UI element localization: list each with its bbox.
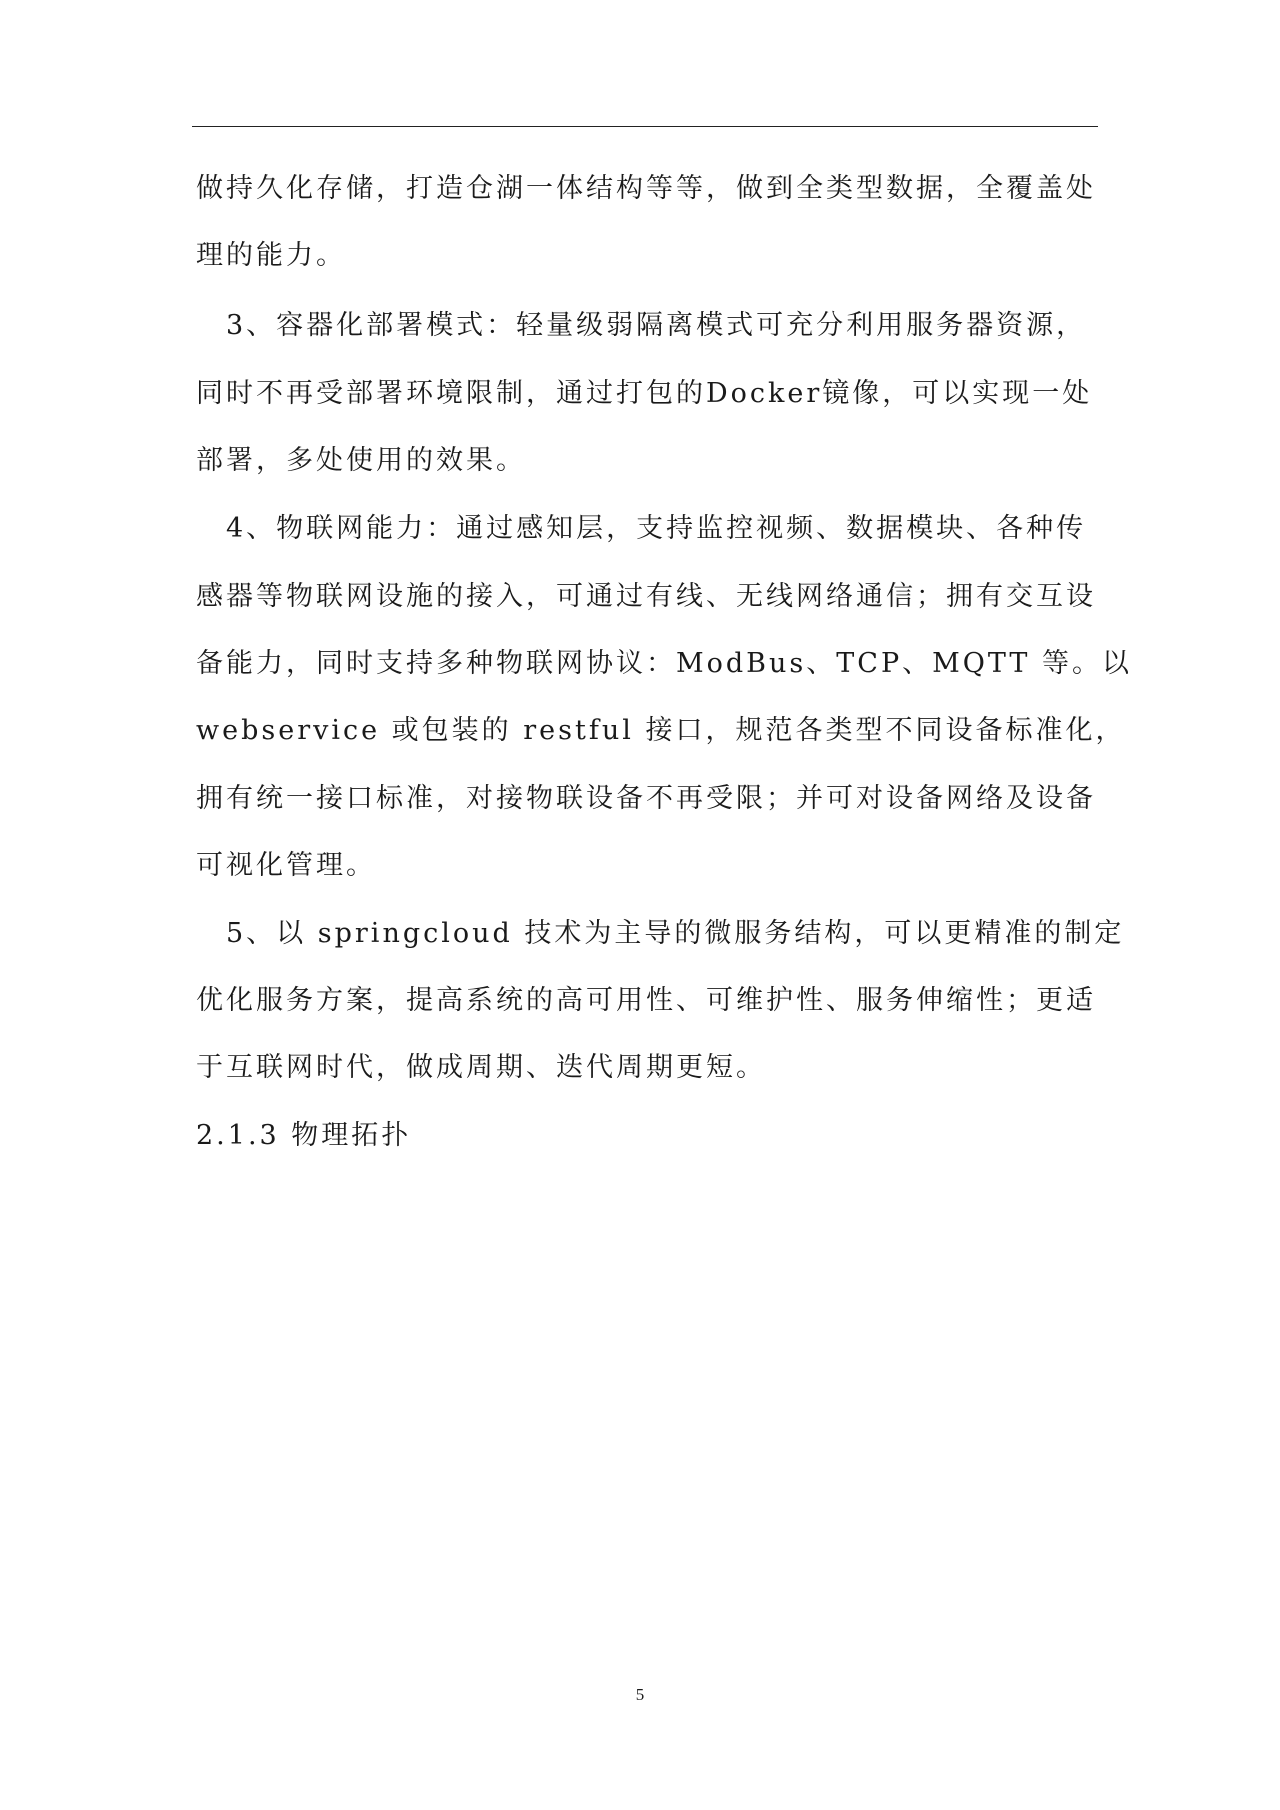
body-text-line: 做持久化存储，打造仓湖一体结构等等，做到全类型数据，全覆盖处 [196,173,1096,204]
body-text-line: 同时不再受部署环境限制，通过打包的Docker镜像，可以实现一处 [196,378,1093,409]
body-text-line: 备能力，同时支持多种物联网协议：ModBus、TCP、MQTT 等。以 [196,648,1132,679]
body-text-line: webservice 或包装的 restful 接口，规范各类型不同设备标准化， [196,715,1126,746]
body-text-line: 于互联网时代，做成周期、迭代周期更短。 [196,1052,766,1083]
page-number: 5 [635,1685,645,1704]
body-text-line: 3、容器化部署模式：轻量级弱隔离模式可充分利用服务器资源， [196,310,1087,341]
body-text-line: 可视化管理。 [196,850,376,881]
section-heading: 2.1.3 物理拓扑 [196,1120,412,1151]
header-rule [192,126,1098,127]
body-text-line: 5、以 springcloud 技术为主导的微服务结构，可以更精准的制定 [196,918,1125,949]
body-text-line: 4、物联网能力：通过感知层，支持监控视频、数据模块、各种传 [196,513,1087,544]
body-text-line: 理的能力。 [196,240,346,271]
body-text-line: 部署，多处使用的效果。 [196,445,526,476]
body-text-line: 优化服务方案，提高系统的高可用性、可维护性、服务伸缩性；更适 [196,985,1096,1016]
body-text-line: 拥有统一接口标准，对接物联设备不再受限；并可对设备网络及设备 [196,783,1096,814]
body-text-line: 感器等物联网设施的接入，可通过有线、无线网络通信；拥有交互设 [196,581,1096,612]
